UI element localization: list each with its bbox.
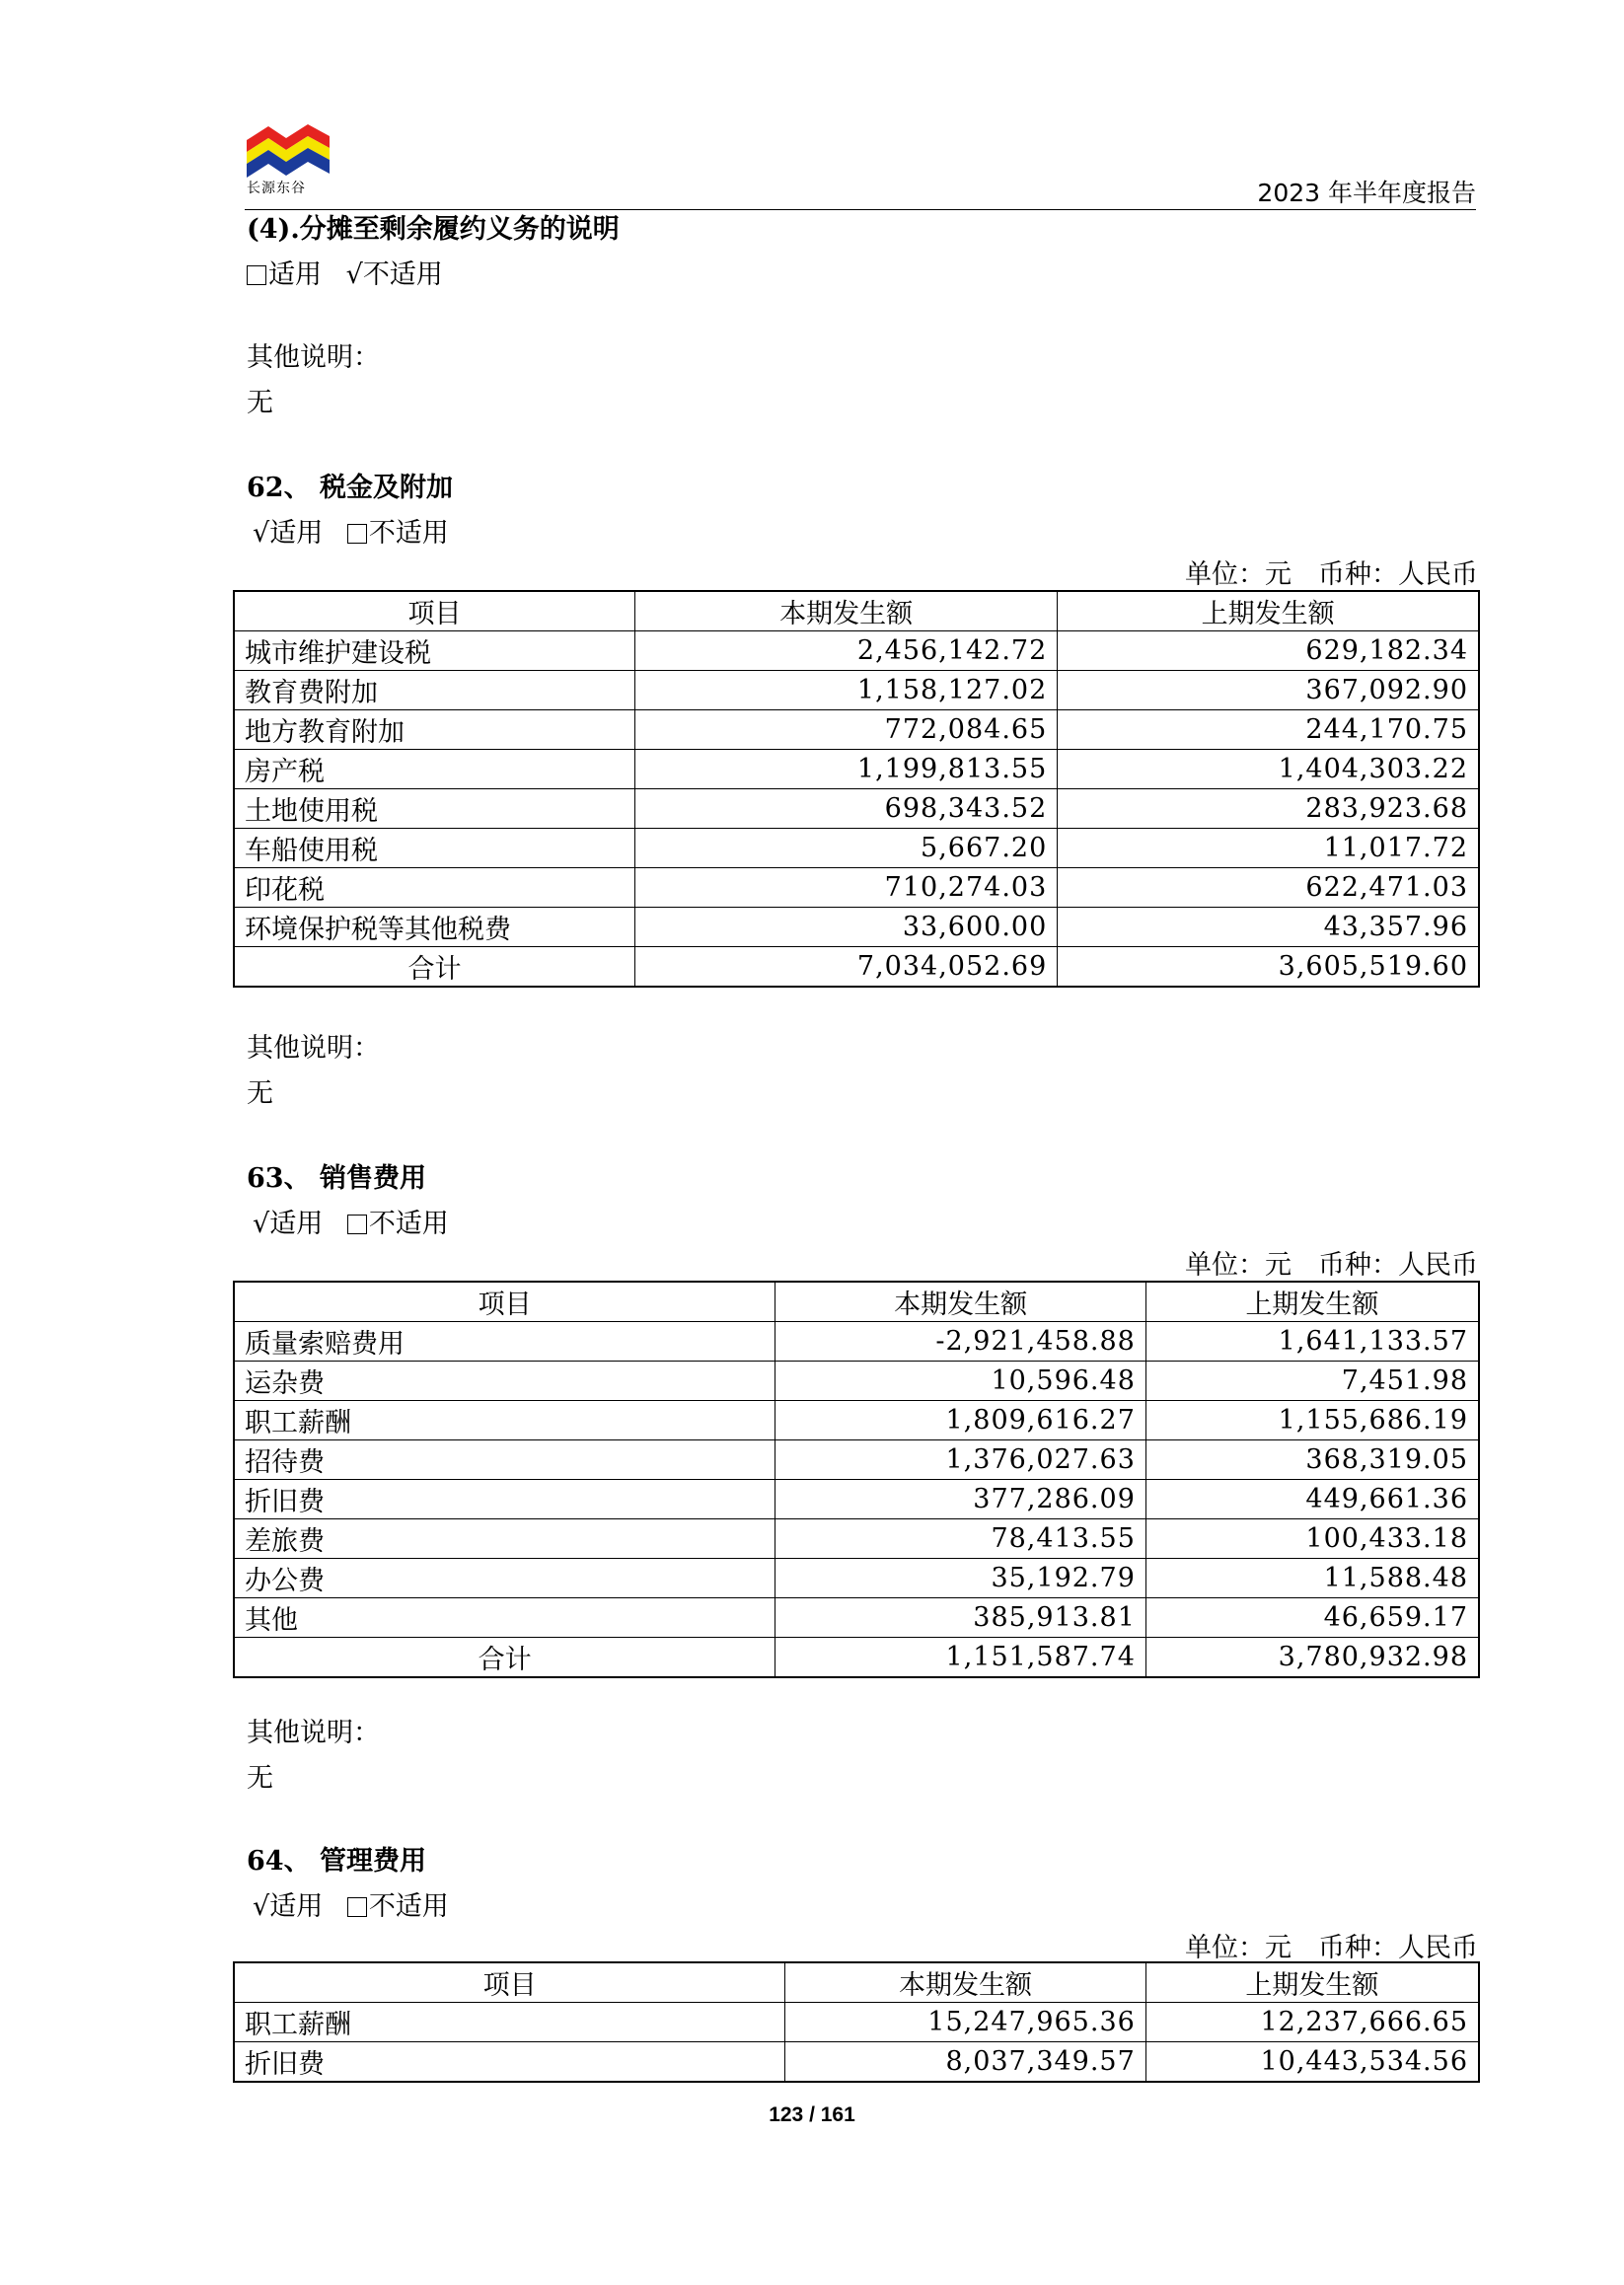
table-row [234,829,1479,868]
row-label: 折旧费 [234,1480,775,1519]
check-mark-icon: √ [253,1209,270,1239]
section-64-options [253,1890,449,1924]
section-64-title: 64、 管理费用 [247,1846,426,1877]
table-total-row [234,1638,1479,1678]
column-header: 项目 [234,1282,775,1322]
total-label: 合计 [234,947,635,988]
current-amount: 1,158,127.02 [635,671,1058,710]
section-4-options [247,258,443,292]
section-62-options [253,517,449,551]
report-title: 2023 年半年度报告 [1257,179,1476,207]
prior-amount: 622,471.03 [1058,868,1479,908]
prior-amount: 367,092.90 [1058,671,1479,710]
table-row [234,1519,1479,1559]
current-amount: 2,456,142.72 [635,631,1058,671]
table-header-row [234,1962,1479,2003]
row-label: 城市维护建设税 [234,631,635,671]
current-amount: 78,413.55 [775,1519,1146,1559]
current-amount: 33,600.00 [635,908,1058,947]
prior-amount: 10,443,534.56 [1145,2042,1479,2083]
section-64-table [233,1961,1480,2083]
option-not-applicable-label: 不适用 [362,259,443,290]
prior-amount: 449,661.36 [1145,1480,1479,1519]
option-applicable-label: 适用 [269,1209,324,1239]
section-62-unit: 单位：元 币种：人民币 [1185,559,1478,590]
section-63-options [253,1208,449,1241]
current-amount: 772,084.65 [635,710,1058,750]
table-row [234,631,1479,671]
option-not-applicable-label: 不适用 [368,1891,449,1922]
row-label: 招待费 [234,1440,775,1480]
row-label: 环境保护税等其他税费 [234,908,635,947]
current-amount: 385,913.81 [775,1598,1146,1638]
prior-amount: 1,404,303.22 [1058,750,1479,789]
prior-amount: 283,923.68 [1058,789,1479,829]
section-63-unit: 单位：元 币种：人民币 [1185,1250,1478,1281]
section-62-other-notes-value: 无 [247,1078,273,1109]
row-label: 房产税 [234,750,635,789]
table-row [234,908,1479,947]
table-row [234,1440,1479,1480]
current-amount: -2,921,458.88 [775,1322,1146,1362]
section-63-other-notes-label: 其他说明： [247,1718,380,1748]
prior-amount: 7,451.98 [1145,1362,1479,1401]
prior-amount: 629,182.34 [1058,631,1479,671]
option-not-applicable-label: 不适用 [368,1209,449,1239]
prior-amount: 11,017.72 [1058,829,1479,868]
section-4-title: (4).分摊至剩余履约义务的说明 [247,214,620,245]
table-row [234,2042,1479,2083]
current-amount: 5,667.20 [635,829,1058,868]
prior-amount: 12,237,666.65 [1145,2003,1479,2042]
logo-text: 长源东谷 [247,181,306,196]
current-amount: 35,192.79 [775,1559,1146,1598]
section-4-other-notes-label: 其他说明： [247,342,380,373]
column-header: 本期发生额 [775,1282,1146,1322]
prior-amount: 1,641,133.57 [1145,1322,1479,1362]
row-label: 运杂费 [234,1362,775,1401]
prior-amount: 43,357.96 [1058,908,1479,947]
section-62-other-notes-label: 其他说明： [247,1033,380,1064]
section-63-table [233,1281,1480,1678]
total-label: 合计 [234,1638,775,1678]
table-header-row [234,591,1479,631]
current-amount: 377,286.09 [775,1480,1146,1519]
column-header: 项目 [234,591,635,631]
column-header: 本期发生额 [785,1962,1146,2003]
table-row [234,750,1479,789]
table-row [234,710,1479,750]
prior-amount: 46,659.17 [1145,1598,1479,1638]
section-62-table [233,590,1480,988]
table-row [234,1401,1479,1440]
row-label: 土地使用税 [234,789,635,829]
current-amount: 698,343.52 [635,789,1058,829]
row-label: 折旧费 [234,2042,785,2083]
row-label: 职工薪酬 [234,1401,775,1440]
column-header: 上期发生额 [1058,591,1479,631]
current-amount: 1,809,616.27 [775,1401,1146,1440]
section-63-title: 63、 销售费用 [247,1163,426,1194]
table-row [234,1362,1479,1401]
header-divider [245,209,1476,210]
check-mark-icon: √ [253,1891,270,1922]
section-63-other-notes-value: 无 [247,1763,273,1794]
table-header-row [234,1282,1479,1322]
check-mark-icon: √ [253,518,270,549]
section-64-unit: 单位：元 币种：人民币 [1185,1933,1478,1963]
table-total-row [234,947,1479,988]
column-header: 上期发生额 [1145,1962,1479,2003]
table-row [234,1598,1479,1638]
column-header: 本期发生额 [635,591,1058,631]
prior-amount: 1,155,686.19 [1145,1401,1479,1440]
prior-amount: 368,319.05 [1145,1440,1479,1480]
current-amount: 1,199,813.55 [635,750,1058,789]
page-number: 123 / 161 [769,2103,855,2126]
current-amount: 15,247,965.36 [785,2003,1146,2042]
total-current-amount: 7,034,052.69 [635,947,1058,988]
total-current-amount: 1,151,587.74 [775,1638,1146,1678]
row-label: 办公费 [234,1559,775,1598]
row-label: 职工薪酬 [234,2003,785,2042]
option-not-applicable-label: 不适用 [368,518,449,549]
total-prior-amount: 3,780,932.98 [1145,1638,1479,1678]
table-row [234,671,1479,710]
checkbox-empty-icon [347,1897,367,1917]
prior-amount: 100,433.18 [1145,1519,1479,1559]
row-label: 差旅费 [234,1519,775,1559]
row-label: 教育费附加 [234,671,635,710]
row-label: 地方教育附加 [234,710,635,750]
row-label: 质量索赔费用 [234,1322,775,1362]
checkbox-empty-icon [247,265,266,285]
row-label: 印花税 [234,868,635,908]
option-applicable-label: 适用 [269,1891,324,1922]
table-row [234,1480,1479,1519]
prior-amount: 244,170.75 [1058,710,1479,750]
checkbox-empty-icon [347,524,367,544]
row-label: 其他 [234,1598,775,1638]
section-62-title: 62、 税金及附加 [247,473,453,503]
table-row [234,1322,1479,1362]
current-amount: 1,376,027.63 [775,1440,1146,1480]
check-mark-icon: √ [345,259,363,290]
table-row [234,789,1479,829]
current-amount: 10,596.48 [775,1362,1146,1401]
total-prior-amount: 3,605,519.60 [1058,947,1479,988]
table-row [234,2003,1479,2042]
table-row [234,868,1479,908]
option-applicable-label: 适用 [269,518,324,549]
row-label: 车船使用税 [234,829,635,868]
table-row [234,1559,1479,1598]
column-header: 上期发生额 [1145,1282,1479,1322]
current-amount: 710,274.03 [635,868,1058,908]
current-amount: 8,037,349.57 [785,2042,1146,2083]
option-applicable-label: 适用 [268,259,322,290]
column-header: 项目 [234,1962,785,2003]
section-4-other-notes-value: 无 [247,388,273,418]
prior-amount: 11,588.48 [1145,1559,1479,1598]
checkbox-empty-icon [347,1215,367,1234]
